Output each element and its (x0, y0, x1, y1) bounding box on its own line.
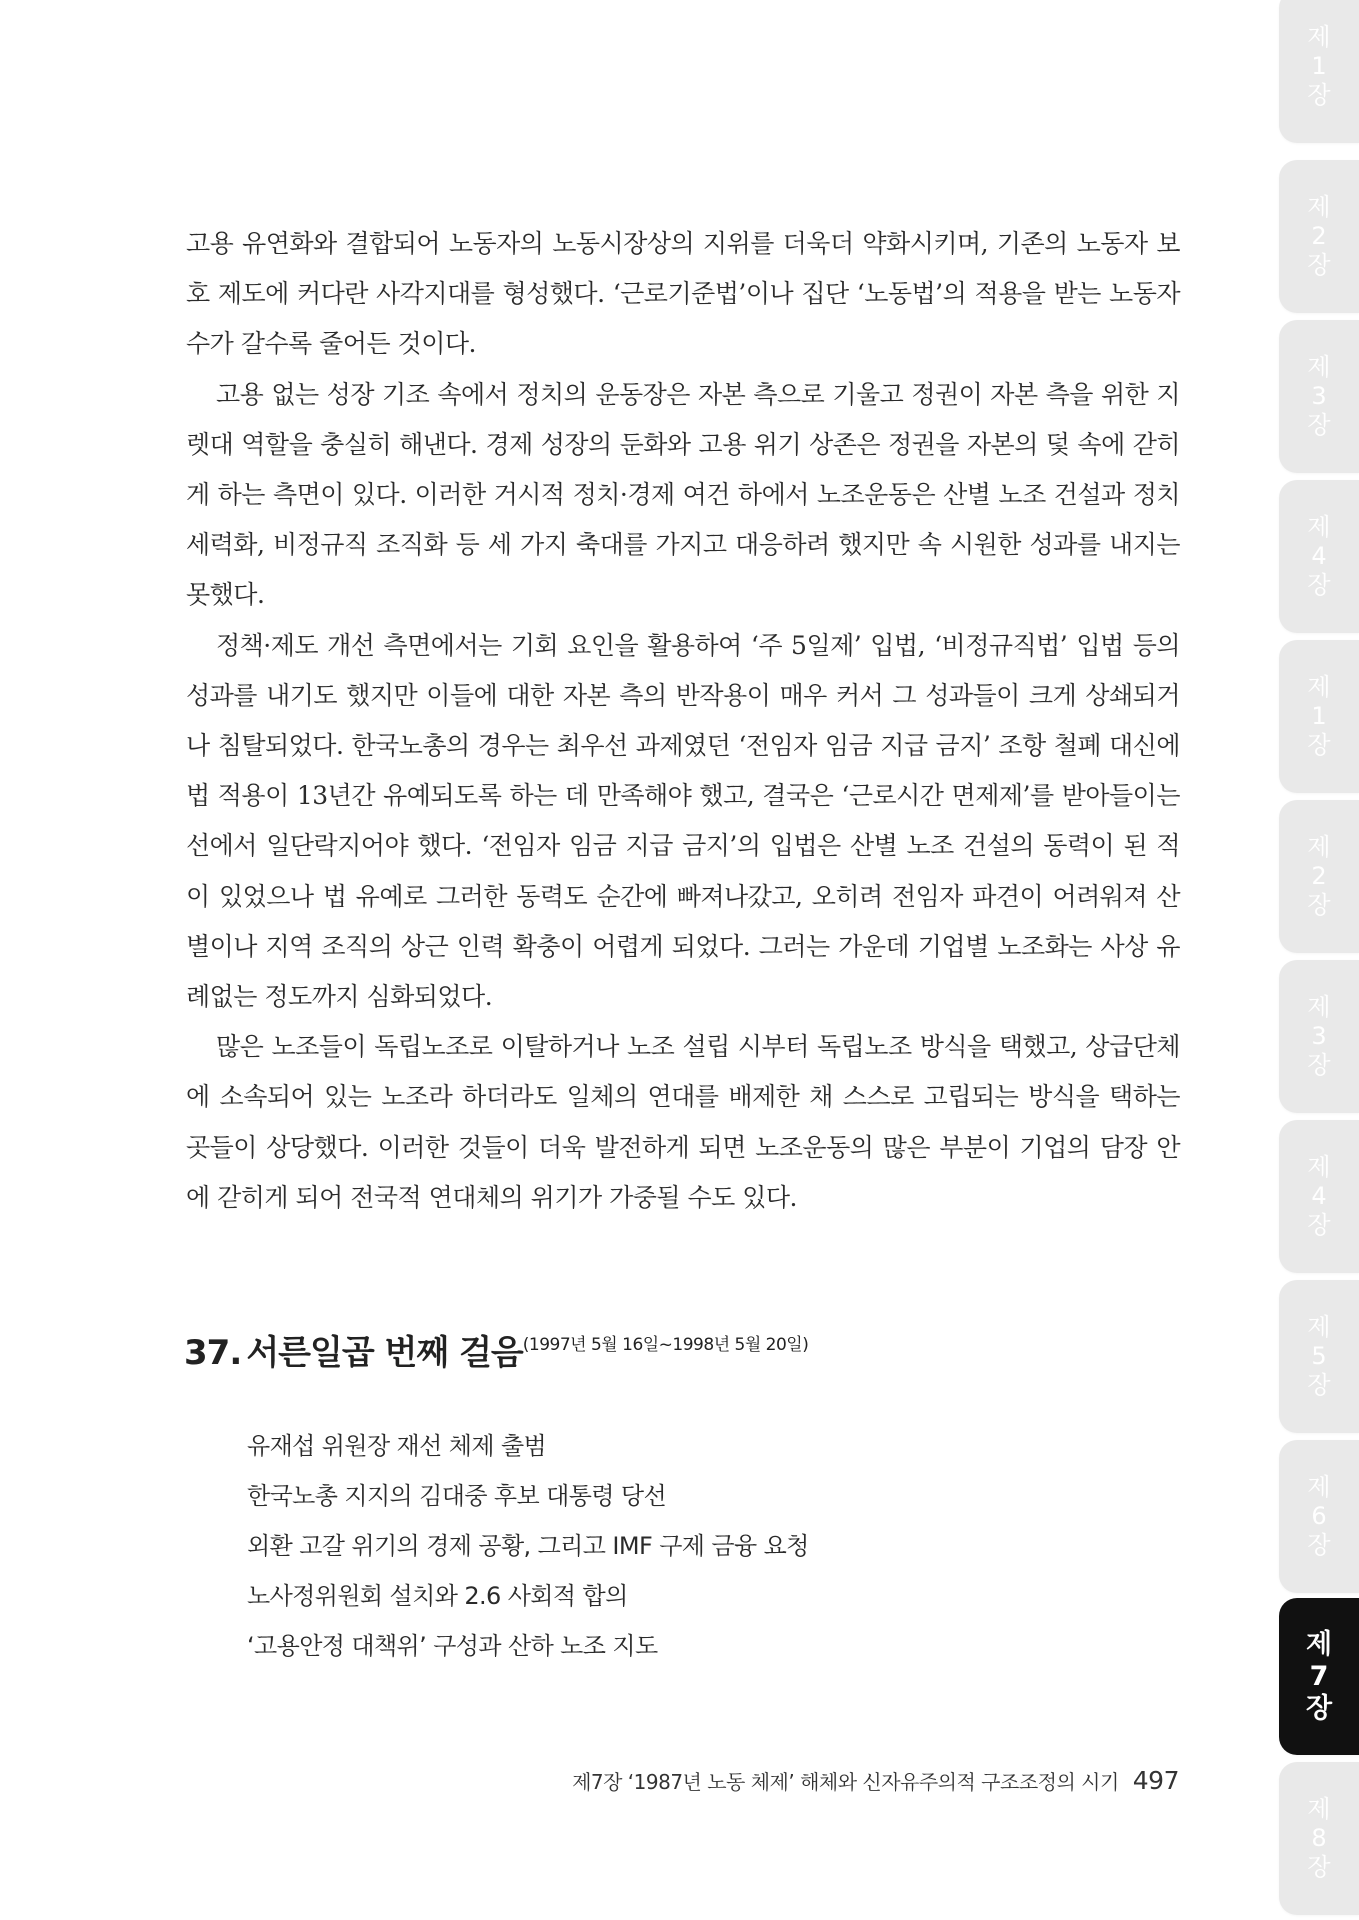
chapter-tab-active[interactable] (1279, 1598, 1359, 1755)
list-item: 유재섭 위원장 재선 체제 출범 (247, 1432, 547, 1460)
tab-label-num: 1 (1311, 52, 1327, 80)
tab-label-num: 4 (1311, 542, 1327, 570)
list-item: 노사정위원회 설치와 2.6 사회적 합의 (247, 1582, 628, 1610)
chapter-tab[interactable] (1279, 640, 1359, 793)
tab-label-num: 4 (1311, 1182, 1327, 1210)
tab-label-post: 장 (1307, 251, 1331, 279)
tab-label-pre: 제 (1307, 1153, 1331, 1181)
tab-label-num: 1 (1311, 702, 1327, 730)
paragraph: 많은 노조들이 독립노조로 이탈하거나 노조 설립 시부터 독립노조 방식을 택했고, 상급단체에 소속되어 있는 노조라 하더라도 일체의 연대를 배제한 채 스스로 고립되는 방식을 택하는 곳들이 상당했다. 이러한 것들이 더욱 발전하게 되면 노조운동의 많은 부분이 기업의 담장 안에 갇히게 되어 전국적 연대체의 위기가 가중될 수도 있다. (186, 1032, 1180, 1212)
chapter-tab[interactable] (1279, 480, 1359, 633)
list-item: 외환 고갈 위기의 경제 공황, 그리고 IMF 구제 금융 요청 (247, 1532, 809, 1560)
tab-label-post: 장 (1307, 1371, 1331, 1399)
chapter-tab[interactable] (1279, 1120, 1359, 1273)
paragraph: 고용 없는 성장 기조 속에서 정치의 운동장은 자본 측으로 기울고 정권이 자본 측을 위한 지렛대 역할을 충실히 해낸다. 경제 성장의 둔화와 고용 위기 상존은 정권을 자본의 덫 속에 갇히게 하는 측면이 있다. 이러한 거시적 정치·경제 여건 하에서 노조운동은 산별 노조 건설과 정치 세력화, 비정규직 조직화 등 세 가지 축대를 가지고 대응하려 했지만 속 시원한 성과를 내지는 못했다. (186, 379, 1180, 610)
chapter-tabs (1279, 0, 1359, 1920)
chapter-tab[interactable] (1279, 960, 1359, 1113)
tab-label-num: 2 (1311, 222, 1327, 250)
chapter-tab[interactable] (1279, 320, 1359, 473)
tab-label-post: 장 (1307, 1211, 1331, 1239)
page-number: 497 (1132, 1766, 1179, 1795)
summary-list (247, 1421, 809, 1671)
list-item: 한국노총 지지의 김대중 후보 대통령 당선 (247, 1482, 667, 1510)
tab-label-pre: 제 (1307, 193, 1331, 221)
chapter-tab[interactable] (1279, 160, 1359, 313)
tab-label-post: 장 (1307, 411, 1331, 439)
section-number: 37. (184, 1333, 242, 1373)
tab-label-pre: 제 (1307, 23, 1331, 51)
tab-label-post: 장 (1307, 81, 1331, 109)
tab-label-num: 7 (1309, 1660, 1329, 1692)
chapter-tab[interactable] (1279, 800, 1359, 953)
running-title: 제7장 ‘1987년 노동 체제’ 해체와 신자유주의적 구조조정의 시기 (572, 1770, 1119, 1794)
page-footer (572, 1766, 1179, 1795)
section-title: 서른일곱 번째 걸음 (246, 1333, 523, 1373)
tab-label-num: 2 (1311, 862, 1327, 890)
tab-label-num: 5 (1311, 1342, 1327, 1370)
tab-label-pre: 제 (1307, 1473, 1331, 1501)
chapter-tab[interactable] (1279, 0, 1359, 143)
chapter-tab[interactable] (1279, 1280, 1359, 1433)
body-text (186, 219, 1180, 1223)
chapter-tab[interactable] (1279, 1440, 1359, 1593)
tab-label-pre: 제 (1307, 513, 1331, 541)
tab-label-pre: 제 (1305, 1628, 1333, 1660)
tab-label-num: 3 (1311, 382, 1327, 410)
tab-label-num: 3 (1311, 1022, 1327, 1050)
tab-label-pre: 제 (1307, 673, 1331, 701)
tab-label-pre: 제 (1307, 353, 1331, 381)
tab-label-pre: 제 (1307, 1795, 1331, 1823)
tab-label-post: 장 (1307, 891, 1331, 919)
tab-label-post: 장 (1307, 1531, 1331, 1559)
tab-label-post: 장 (1307, 571, 1331, 599)
tab-label-post: 장 (1305, 1692, 1333, 1724)
section-heading (184, 1325, 808, 1374)
tab-label-post: 장 (1307, 731, 1331, 759)
paragraph: 고용 유연화와 결합되어 노동자의 노동시장상의 지위를 더욱더 약화시키며, 기존의 노동자 보호 제도에 커다란 사각지대를 형성했다. ‘근로기준법’이나 집단 ‘노동법’의 적용을 받는 노동자 수가 갈수록 줄어든 것이다. (186, 229, 1180, 359)
tab-label-num: 8 (1311, 1824, 1327, 1852)
list-item: ‘고용안정 대책위’ 구성과 산하 노조 지도 (247, 1632, 658, 1660)
tab-label-pre: 제 (1307, 993, 1331, 1021)
paragraph: 정책·제도 개선 측면에서는 기회 요인을 활용하여 ‘주 5일제’ 입법, ‘비정규직법’ 입법 등의 성과를 내기도 했지만 이들에 대한 자본 측의 반작용이 매우 커서 그 성과들이 크게 상쇄되거나 침탈되었다. 한국노총의 경우는 최우선 과제였던 ‘전임자 임금 지급 금지’ 조항 철폐 대신에 법 적용이 13년간 유예되도록 하는 데 만족해야 했고, 결국은 ‘근로시간 면제제’를 받아들이는 선에서 일단락지어야 했다. ‘전임자 임금 지급 금지’의 입법은 산별 노조 건설의 동력이 된 적이 있었으나 법 유예로 그러한 동력도 순간에 빠져나갔고, 오히려 전임자 파견이 어려워져 산별이나 지역 조직의 상근 인력 확충이 어렵게 되었다. 그러는 가운데 기업별 노조화는 사상 유례없는 정도까지 심화되었다. (186, 630, 1180, 1012)
tab-label-post: 장 (1307, 1051, 1331, 1079)
section-period: (1997년 5월 16일~1998년 5월 20일) (522, 1335, 809, 1355)
tab-label-pre: 제 (1307, 833, 1331, 861)
tab-label-post: 장 (1307, 1853, 1331, 1881)
chapter-tab[interactable] (1279, 1762, 1359, 1915)
tab-label-num: 6 (1311, 1502, 1327, 1530)
tab-label-pre: 제 (1307, 1313, 1331, 1341)
